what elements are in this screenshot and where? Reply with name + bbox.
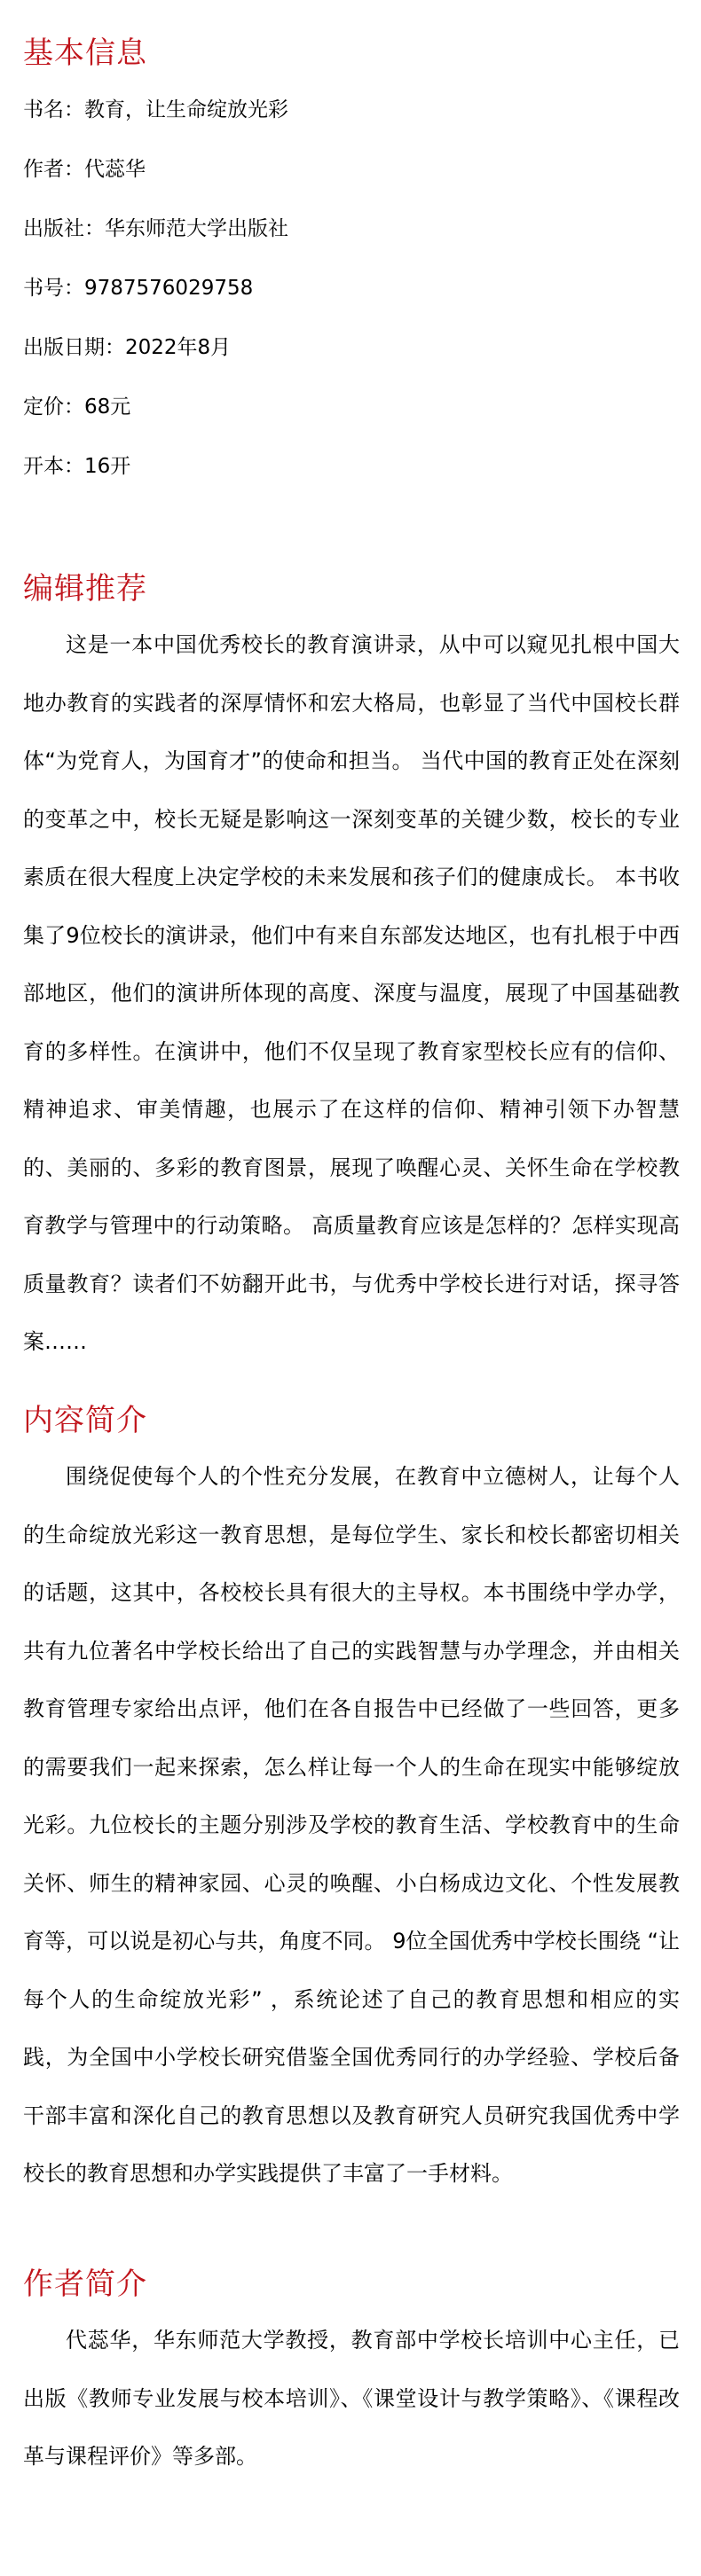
basic-info-section: [23, 0, 680, 568]
editor-recommendation-title: 编辑推荐: [23, 571, 147, 607]
editor-recommendation-text: 这是一本中国优秀校长的教育演讲录，从中可以窥见扎根中国大地办教育的实践者的深厚情怀和宏大格局，也彰显了当代中国校长群体“为党育人，为国育才”的使命和担当。 当代中国的教育正处在深刻的变革之中，校长无疑是影响这一深刻变革的关键少数，校长的专业素质在很大程度上决定学校的未来发展和孩子们的健康成长。 本书收集了9位校长的演讲录，他们中有来自东部发达地区，也有扎根于中西部地区，他们的演讲所体现的高度、深度与温度，展现了中国基础教育的多样性。在演讲中，他们不仅呈现了教育家型校长应有的信仰、精神追求、审美情趣，也展示了在这样的信仰、精神引领下办智慧的、美丽的、多彩的教育图景，展现了唤醒心灵、关怀生命在学校教育教学与管理中的行动策略。 高质量教育应该是怎样的？怎样实现高质量教育？读者们不妨翻开此书，与优秀中学校长进行对话，探寻答案……: [23, 632, 680, 1354]
book-title-line: 书名：教育，让生命绽放光彩: [23, 98, 288, 121]
content-intro-title: 内容简介: [23, 1403, 147, 1438]
content-intro-text: 围绕促使每个人的个性充分发展，在教育中立德树人，让每个人的生命绽放光彩这一教育思想，是每位学生、家长和校长都密切相关的话题，这其中，各校校长具有很大的主导权。本书围绕中学办学，共有九位著名中学校长给出了自己的实践智慧与办学理念，并由相关教育管理专家给出点评，他们在各自报告中已经做了一些回答，更多的需要我们一起来探索，怎么样让每一个人的生命在现实中能够绽放光彩。九位校长的主题分别涉及学校的教育生活、学校教育中的生命关怀、师生的精神家园、心灵的唤醒、小白杨成边文化、个性发展教育等，可以说是初心与共，角度不同。 9位全国优秀中学校长围绕 “让每个人的生命绽放光彩” ，系统论述了自己的教育思想和相应的实践，为全国中小学校长研究借鉴全国优秀同行的办学经验、学校后备干部丰富和深化自己的教育思想以及教育研究人员研究我国优秀中学校长的教育思想和办学实践提供了丰富了一手材料。: [23, 1464, 680, 2186]
basic-info-title: 基本信息: [23, 35, 147, 71]
author-intro-section: [23, 2263, 680, 2486]
content-intro-section: [23, 1399, 680, 2263]
format-line: 开本：16开: [23, 455, 131, 478]
author-intro-text: 代蕊华，华东师范大学教授，教育部中学校长培训中心主任，已出版《教师专业发展与校本培训》、《课堂设计与教学策略》、《课程改革与课程评价》等多部。: [23, 2328, 680, 2469]
author-line: 作者：代蕊华: [23, 158, 146, 181]
publish-date-line: 出版日期：2022年8月: [23, 336, 232, 359]
author-intro-title: 作者简介: [23, 2267, 147, 2302]
publisher-line: 出版社：华东师范大学出版社: [23, 217, 288, 240]
editor-recommendation-section: [23, 568, 680, 1399]
isbn-line: 书号：9787576029758: [23, 277, 254, 300]
price-line: 定价：68元: [23, 395, 131, 419]
